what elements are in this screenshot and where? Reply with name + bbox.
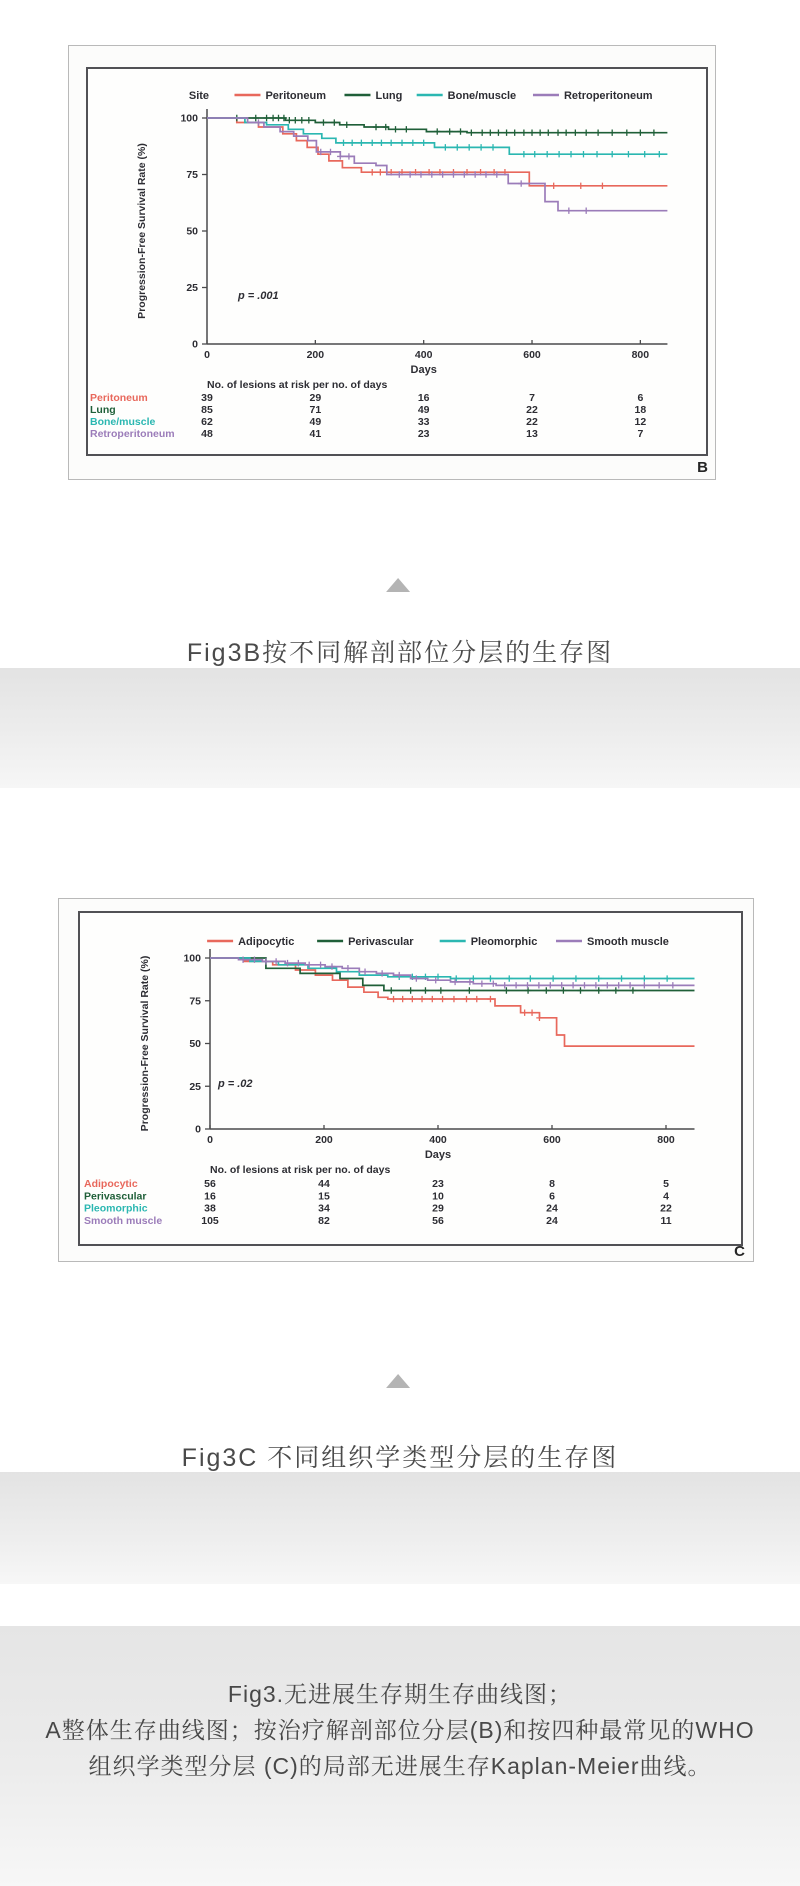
svg-text:Smooth muscle: Smooth muscle xyxy=(84,1214,163,1227)
svg-text:71: 71 xyxy=(309,404,322,416)
footer-caption-line-2: A整体生存曲线图；按治疗解剖部位分层(B)和按四种最常见的WHO xyxy=(45,1717,755,1743)
svg-text:38: 38 xyxy=(204,1202,216,1215)
svg-text:5: 5 xyxy=(663,1178,669,1190)
footer-caption-line-3: 组织学类型分层 (C)的局部无进展生存Kaplan-Meier曲线。 xyxy=(88,1753,712,1779)
km-chart-site xyxy=(86,67,708,456)
svg-text:Progression-Free Survival Rate: Progression-Free Survival Rate (%) xyxy=(139,955,151,1132)
svg-text:50: 50 xyxy=(189,1038,201,1051)
svg-text:Adipocytic: Adipocytic xyxy=(84,1178,138,1190)
svg-text:82: 82 xyxy=(318,1214,330,1227)
km-plot-svg xyxy=(78,911,743,1246)
svg-text:0: 0 xyxy=(192,338,198,351)
svg-text:No. of lesions at risk per no.: No. of lesions at risk per no. of days xyxy=(210,1164,391,1176)
svg-text:18: 18 xyxy=(634,404,647,416)
svg-text:6: 6 xyxy=(637,392,644,404)
km-plot-svg xyxy=(86,67,708,456)
svg-text:Perivascular: Perivascular xyxy=(84,1190,147,1203)
collapse-arrow-icon[interactable] xyxy=(386,578,410,592)
gradient-band-1 xyxy=(0,668,800,788)
svg-text:62: 62 xyxy=(201,416,213,428)
svg-text:400: 400 xyxy=(429,1134,447,1146)
svg-text:Retroperitoneum: Retroperitoneum xyxy=(90,428,175,440)
svg-text:50: 50 xyxy=(186,225,198,238)
svg-text:p = .001: p = .001 xyxy=(238,290,279,302)
svg-text:34: 34 xyxy=(318,1202,330,1215)
svg-text:800: 800 xyxy=(631,349,650,361)
svg-text:22: 22 xyxy=(526,416,538,428)
svg-text:6: 6 xyxy=(549,1190,555,1203)
svg-text:44: 44 xyxy=(318,1178,330,1190)
svg-text:56: 56 xyxy=(432,1214,444,1227)
collapse-arrow-icon[interactable] xyxy=(386,1374,410,1388)
svg-text:11: 11 xyxy=(660,1214,672,1227)
figure-b xyxy=(68,45,716,480)
svg-text:23: 23 xyxy=(417,428,430,440)
svg-text:49: 49 xyxy=(309,416,322,428)
svg-text:100: 100 xyxy=(183,952,201,965)
svg-text:7: 7 xyxy=(637,428,644,440)
svg-text:12: 12 xyxy=(634,416,647,428)
svg-text:Smooth muscle: Smooth muscle xyxy=(587,935,669,948)
footer-caption-line-1: Fig3.无进展生存期生存曲线图； xyxy=(227,1681,573,1707)
svg-text:Bone/muscle: Bone/muscle xyxy=(447,89,517,102)
caption-fig3c: Fig3C 不同组织学类型分层的生存图 xyxy=(181,1444,619,1472)
svg-text:49: 49 xyxy=(417,404,430,416)
svg-text:39: 39 xyxy=(201,392,213,404)
svg-text:0: 0 xyxy=(195,1123,201,1136)
svg-text:48: 48 xyxy=(201,428,213,440)
svg-text:41: 41 xyxy=(309,428,322,440)
svg-text:29: 29 xyxy=(309,392,322,404)
caption-fig3b: Fig3B按不同解剖部位分层的生存图 xyxy=(186,639,614,667)
svg-text:400: 400 xyxy=(414,349,433,361)
footer-band xyxy=(0,1626,800,1886)
svg-text:Adipocytic: Adipocytic xyxy=(238,935,295,948)
svg-text:13: 13 xyxy=(526,428,538,440)
panel-label-c: C xyxy=(734,1243,745,1260)
svg-text:Peritoneum: Peritoneum xyxy=(90,392,148,404)
svg-text:Bone/muscle: Bone/muscle xyxy=(90,416,156,428)
svg-text:Perivascular: Perivascular xyxy=(348,935,414,948)
svg-text:15: 15 xyxy=(318,1190,330,1203)
svg-text:75: 75 xyxy=(186,169,198,182)
svg-text:16: 16 xyxy=(204,1190,216,1203)
svg-text:200: 200 xyxy=(315,1134,333,1146)
svg-text:0: 0 xyxy=(207,1134,213,1146)
svg-text:Pleomorphic: Pleomorphic xyxy=(470,935,538,948)
svg-text:8: 8 xyxy=(549,1178,555,1190)
svg-text:24: 24 xyxy=(546,1214,558,1227)
svg-text:29: 29 xyxy=(432,1202,444,1215)
svg-text:25: 25 xyxy=(189,1080,201,1093)
svg-text:105: 105 xyxy=(201,1214,219,1227)
svg-text:600: 600 xyxy=(543,1134,561,1146)
svg-text:200: 200 xyxy=(306,349,325,361)
svg-text:56: 56 xyxy=(204,1178,216,1190)
svg-text:800: 800 xyxy=(657,1134,675,1146)
svg-text:Days: Days xyxy=(410,364,437,376)
panel-label-b: B xyxy=(697,459,708,476)
svg-text:600: 600 xyxy=(523,349,541,361)
km-chart-histology xyxy=(78,911,743,1246)
svg-text:7: 7 xyxy=(529,392,535,404)
svg-text:25: 25 xyxy=(186,282,198,295)
svg-text:0: 0 xyxy=(204,349,210,361)
svg-text:p = .02: p = .02 xyxy=(218,1078,253,1090)
svg-text:33: 33 xyxy=(417,416,430,428)
svg-text:4: 4 xyxy=(663,1190,669,1203)
figure-3-combined-caption xyxy=(0,1676,800,1784)
svg-text:22: 22 xyxy=(526,404,538,416)
svg-text:Days: Days xyxy=(424,1149,452,1161)
svg-text:16: 16 xyxy=(417,392,430,404)
svg-text:Progression-Free Survival Rate: Progression-Free Survival Rate (%) xyxy=(136,143,148,319)
gradient-band-2 xyxy=(0,1472,800,1584)
svg-text:Retroperitoneum: Retroperitoneum xyxy=(563,89,653,102)
svg-text:Lung: Lung xyxy=(90,404,116,416)
svg-text:75: 75 xyxy=(189,995,201,1008)
svg-text:Lung: Lung xyxy=(375,89,403,102)
svg-text:Peritoneum: Peritoneum xyxy=(265,89,326,102)
svg-text:Site: Site xyxy=(188,89,210,102)
svg-text:23: 23 xyxy=(432,1178,444,1190)
figure-c xyxy=(58,898,754,1262)
svg-text:10: 10 xyxy=(432,1190,444,1203)
svg-text:100: 100 xyxy=(180,112,198,125)
svg-text:24: 24 xyxy=(546,1202,558,1215)
svg-text:85: 85 xyxy=(201,404,213,416)
svg-text:22: 22 xyxy=(660,1202,672,1215)
svg-text:No. of lesions at risk per no.: No. of lesions at risk per no. of days xyxy=(207,379,388,391)
svg-text:Pleomorphic: Pleomorphic xyxy=(84,1202,148,1215)
